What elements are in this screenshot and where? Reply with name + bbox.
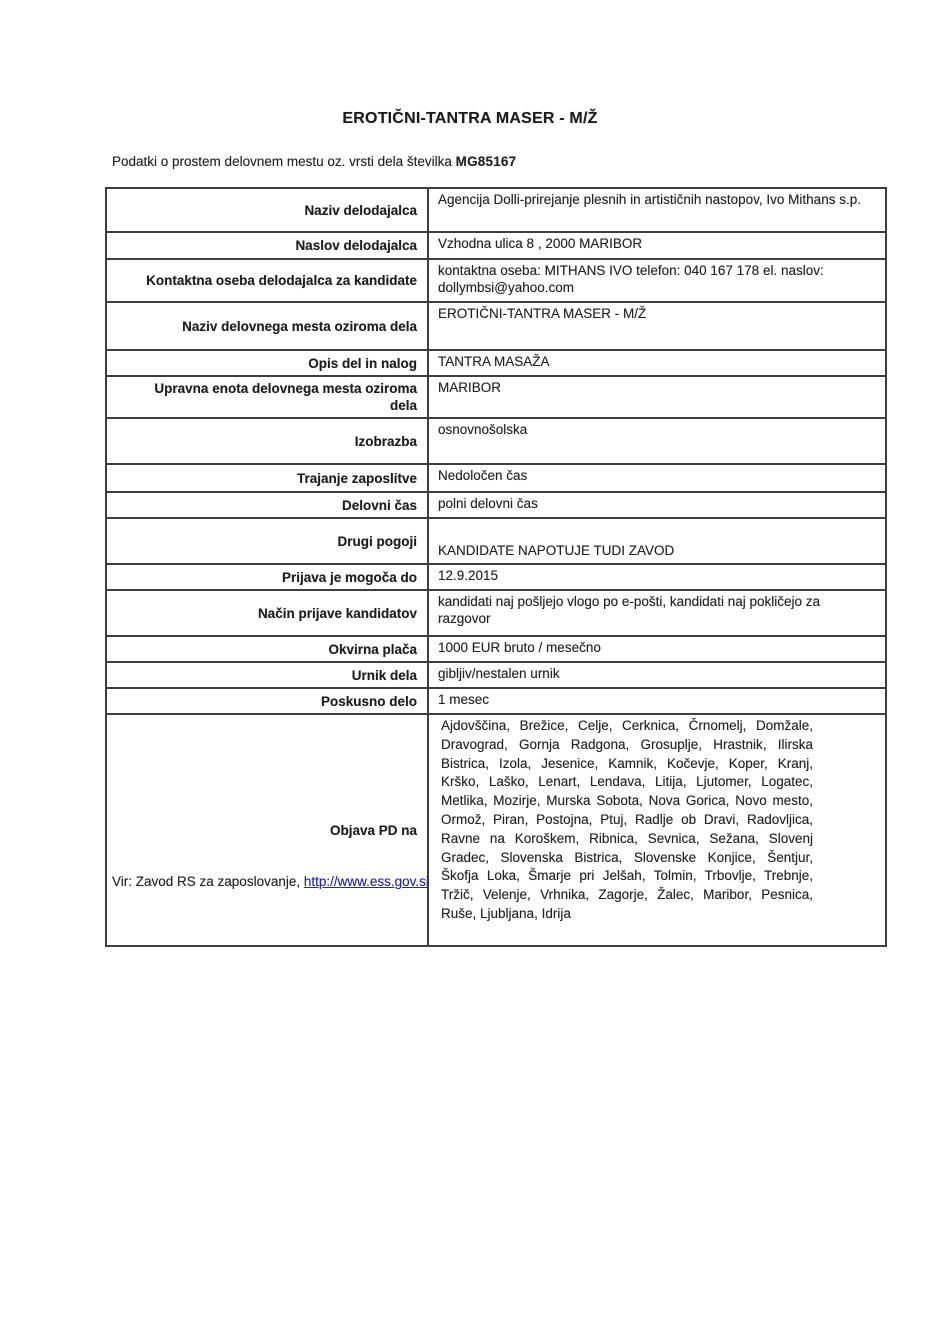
row-value-nacin-prijave: kandidati naj pošljejo vlogo po e-pošti, kandidati naj pokličejo za razgovor bbox=[428, 590, 886, 636]
table-row bbox=[106, 492, 886, 518]
row-value-drugi-pogoji: KANDIDATE NAPOTUJE TUDI ZAVOD bbox=[428, 518, 886, 564]
table-row bbox=[106, 464, 886, 492]
row-label-prijava-do: Prijava je mogoča do bbox=[106, 564, 428, 590]
row-value-urnik-dela: gibljiv/nestalen urnik bbox=[428, 662, 886, 688]
table-row bbox=[106, 376, 886, 418]
subtitle-text: Podatki o prostem delovnem mestu oz. vrsti dela številka bbox=[112, 154, 456, 169]
row-value-delovni-cas: polni delovni čas bbox=[428, 492, 886, 518]
table-row bbox=[106, 636, 886, 662]
source-line bbox=[112, 873, 429, 890]
row-label-kontaktna-oseba: Kontaktna oseba delodajalca za kandidate bbox=[106, 259, 428, 302]
row-label-objava-pd-na: Objava PD na bbox=[106, 714, 428, 946]
row-label-naziv-delovnega-mesta: Naziv delovnega mesta oziroma dela bbox=[106, 302, 428, 350]
row-value-naslov-delodajalca: Vzhodna ulica 8 , 2000 MARIBOR bbox=[428, 232, 886, 259]
row-label-okvirna-placa: Okvirna plača bbox=[106, 636, 428, 662]
source-link[interactable]: http://www.ess.gov.si bbox=[303, 874, 429, 889]
row-label-upravna-enota: Upravna enota delovnega mesta oziroma dela bbox=[106, 376, 428, 418]
table-row bbox=[106, 302, 886, 350]
row-value-okvirna-placa: 1000 EUR bruto / mesečno bbox=[428, 636, 886, 662]
table-row bbox=[106, 590, 886, 636]
row-label-delovni-cas: Delovni čas bbox=[106, 492, 428, 518]
row-label-urnik-dela: Urnik dela bbox=[106, 662, 428, 688]
row-label-poskusno-delo: Poskusno delo bbox=[106, 688, 428, 714]
row-value-trajanje-zaposlitve: Nedoločen čas bbox=[428, 464, 886, 492]
row-value-prijava-do: 12.9.2015 bbox=[428, 564, 886, 590]
page-title: EROTIČNI-TANTRA MASER - M/Ž bbox=[342, 110, 598, 127]
row-value-upravna-enota: MARIBOR bbox=[428, 376, 886, 418]
table-row bbox=[106, 188, 886, 232]
table-row bbox=[106, 714, 886, 946]
row-label-naziv-delodajalca: Naziv delodajalca bbox=[106, 188, 428, 232]
row-value-naziv-delovnega-mesta: EROTIČNI-TANTRA MASER - M/Ž bbox=[428, 302, 886, 350]
table-row bbox=[106, 518, 886, 564]
vacancy-code: MG85167 bbox=[455, 154, 517, 169]
row-label-trajanje-zaposlitve: Trajanje zaposlitve bbox=[106, 464, 428, 492]
towns-list: Ajdovščina, Brežice, Celje, Cerknica, Črnomelj, Domžale, Dravograd, Gornja Radgona, Grosuplje, Hrastnik, Ilirska Bistrica, Izola, Jesenice, Kamnik, Kočevje, Koper, Kranj, Krško, Laško, Lenart, Lendava, Litija, Ljutomer, Logatec, Metlika, Mozirje, Murska Sobota, Nova Gorica, Novo mesto, Ormož, Piran, Postojna, Ptuj, Radlje ob Dravi, Radovljica, Ravne na Koroškem, Ribnica, Sevnica, Sežana, Slovenj Gradec, Slovenska Bistrica, Slovenske Konjice, Šentjur, Škofja Loka, Šmarje pri Jelšah, Tolmin, Trbovlje, Trebnje, Tržič, Velenje, Vrhnika, Zagorje, Žalec, Maribor, Pesnica, Ruše, Ljubljana, Idrija bbox=[441, 718, 813, 921]
vacancy-table bbox=[105, 187, 887, 947]
row-label-izobrazba: Izobrazba bbox=[106, 418, 428, 464]
table-row bbox=[106, 418, 886, 464]
row-label-drugi-pogoji: Drugi pogoji bbox=[106, 518, 428, 564]
table-row bbox=[106, 662, 886, 688]
table-row bbox=[106, 259, 886, 302]
table-row bbox=[106, 564, 886, 590]
row-value-izobrazba: osnovnošolska bbox=[428, 418, 886, 464]
row-label-naslov-delodajalca: Naslov delodajalca bbox=[106, 232, 428, 259]
source-text: Vir: Zavod RS za zaposlovanje, bbox=[112, 874, 304, 889]
table-row bbox=[106, 688, 886, 714]
table-row bbox=[106, 232, 886, 259]
row-label-opis-del: Opis del in nalog bbox=[106, 350, 428, 376]
row-value-naziv-delodajalca: Agencija Dolli-prirejanje plesnih in artističnih nastopov, Ivo Mithans s.p. bbox=[428, 188, 886, 232]
table-row bbox=[106, 350, 886, 376]
row-value-kontaktna-oseba: kontaktna oseba: MITHANS IVO telefon: 040 167 178 el. naslov: dollymbsi@yahoo.com bbox=[428, 259, 886, 302]
row-value-objava-pd-na bbox=[428, 714, 886, 946]
row-label-nacin-prijave: Način prijave kandidatov bbox=[106, 590, 428, 636]
row-value-poskusno-delo: 1 mesec bbox=[428, 688, 886, 714]
subtitle bbox=[112, 153, 516, 170]
row-value-opis-del: TANTRA MASAŽA bbox=[428, 350, 886, 376]
